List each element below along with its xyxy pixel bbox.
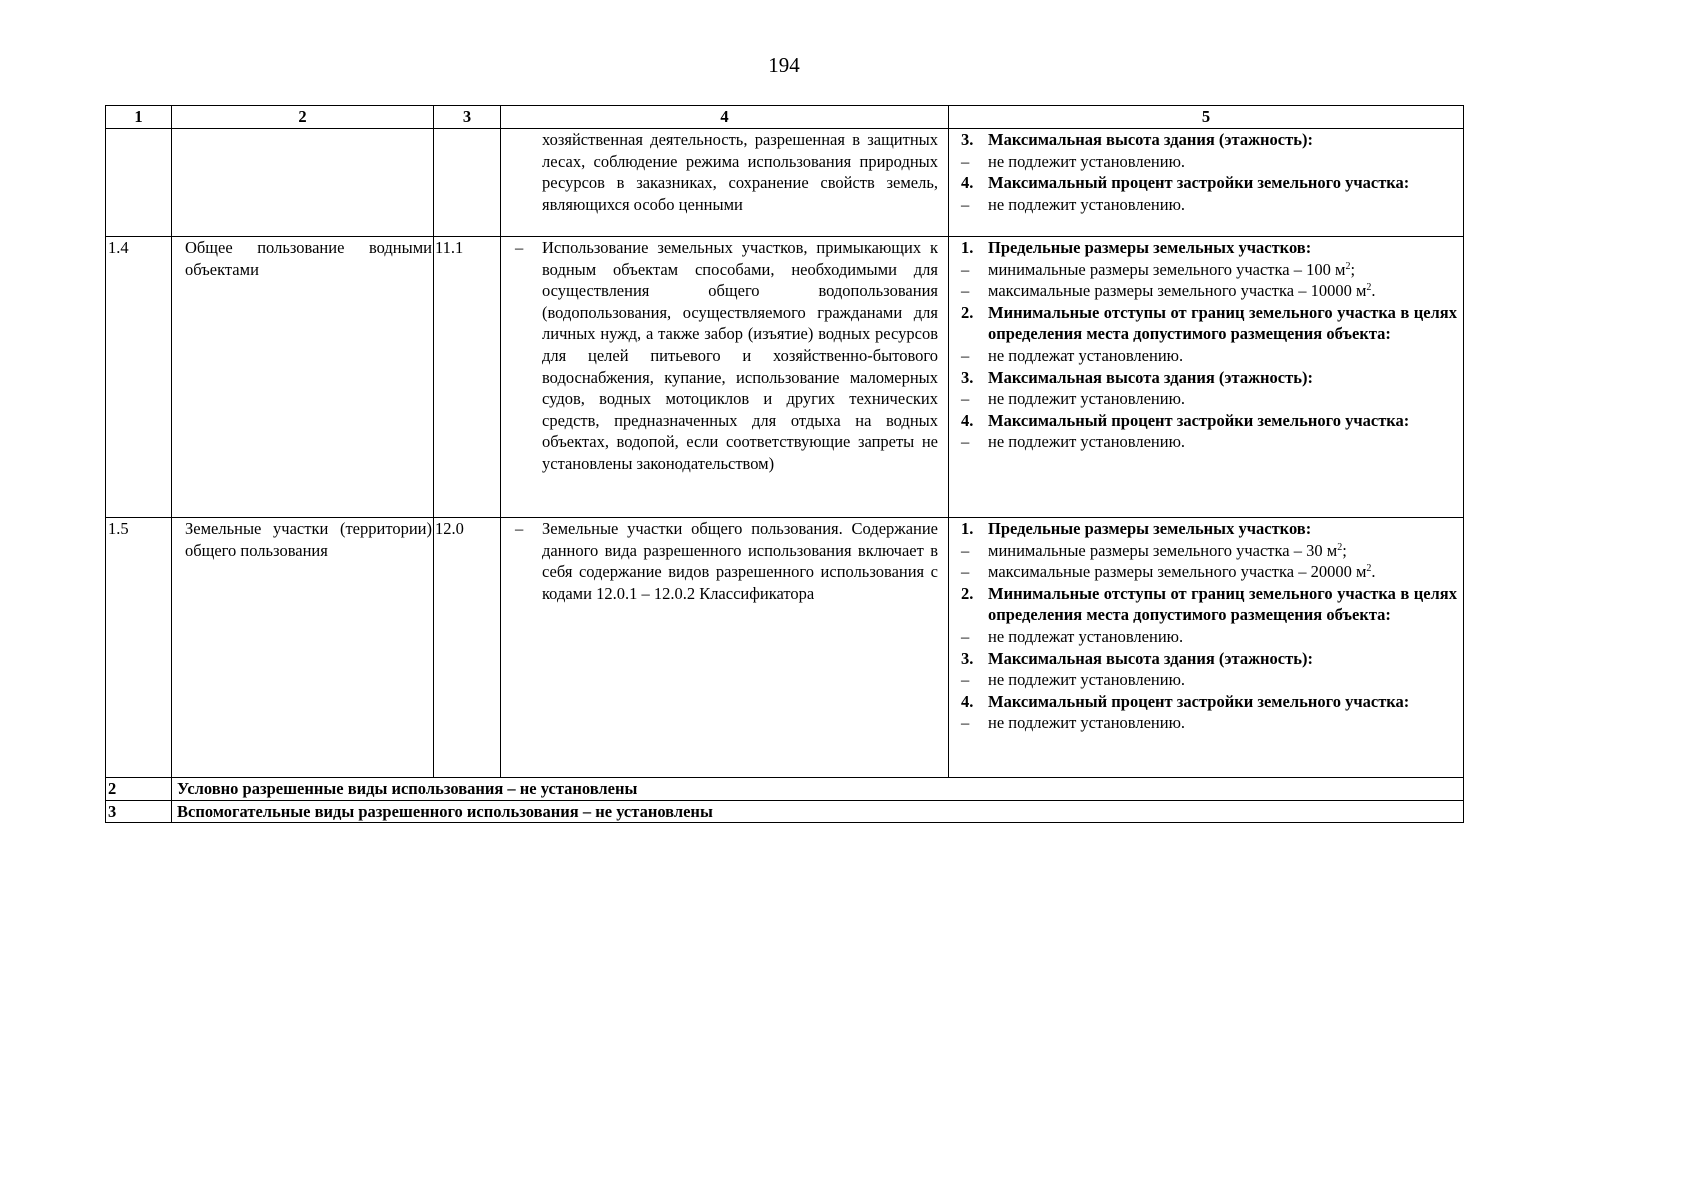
table-row: [106, 129, 1464, 237]
parameter-heading: [961, 583, 1457, 626]
page-number: 194: [768, 53, 800, 77]
parameter-number: 4.: [961, 691, 974, 711]
parameter-item: [961, 669, 1457, 691]
parameter-heading: [961, 518, 1457, 540]
punctuation: .: [1371, 562, 1376, 582]
footer-row-number: 2: [106, 778, 172, 801]
land-use-code: 11.1: [434, 237, 501, 518]
parameter-heading-text: Предельные размеры земельных участков:: [988, 519, 1312, 538]
parameter-item-value: [988, 194, 1457, 216]
parameter-heading: [961, 367, 1457, 389]
parameter-item-text: максимальные размеры земельного участка – 20000 м: [988, 562, 1367, 582]
parameter-heading: [961, 691, 1457, 713]
parameter-number: 1.: [961, 238, 974, 257]
parameter-item-text: максимальные размеры земельного участка – 10000 м: [988, 281, 1367, 301]
parameter-heading-text: Максимальная высота здания (этажность):: [988, 130, 1313, 149]
land-use-name: [172, 129, 434, 237]
parameter-item-value: [988, 388, 1457, 410]
parameter-item: [961, 540, 1457, 562]
footer-row-text: Условно разрешенные виды использования – не установлены: [172, 778, 1464, 801]
land-use-name: Общее пользование водными объектами: [172, 237, 434, 518]
description-item: [515, 129, 938, 215]
dash-marker: –: [515, 238, 524, 257]
parameter-item-value: [988, 712, 1457, 734]
description-text: Использование земельных участков, примыкающих к водным объектам способами, необходимыми для осуществления общего водопользования (водопользования, осуществляемого гражданами для личных нужд, а также забор (изъятие) водных ресурсов для целей питьевого и хозяйственно-бытового водоснабжения, купание, использование маломерных судов, водных мотоциклов и других технических средств, предназначенных для отдыха на водных объектах, водопой, если соответствующие запреты не установлены законодательством): [542, 238, 938, 473]
footer-row-number: 3: [106, 800, 172, 823]
table-row: [106, 237, 1464, 518]
parameter-item: [961, 431, 1457, 453]
parameter-item: [961, 151, 1457, 173]
description-item: [515, 237, 938, 475]
unit-superscript: 2: [1366, 282, 1372, 294]
dash-marker: –: [961, 562, 970, 582]
parameter-item-text: не подлежит установлению.: [988, 670, 1186, 690]
header-cell: 2: [172, 106, 434, 129]
description-text: Земельные участки общего пользования. Содержание данного вида разрешенного использования включает в себя содержание видов разрешенного использования с кодами 12.0.1 – 12.0.2 Классификатора: [542, 519, 938, 603]
unit-superscript: 2: [1337, 541, 1343, 553]
parameter-item-value: [988, 345, 1457, 367]
land-use-name: Земельные участки (территории) общего пользования: [172, 518, 434, 778]
parameter-item-text: минимальные размеры земельного участка – 30 м: [988, 540, 1338, 560]
parameter-item-value: [988, 431, 1457, 453]
unit-superscript: 2: [1345, 260, 1351, 272]
parameter-item: [961, 345, 1457, 367]
parameter-heading: [961, 648, 1457, 670]
parameter-heading-text: Предельные размеры земельных участков:: [988, 238, 1312, 257]
parameter-number: 2.: [961, 302, 974, 322]
dash-marker: –: [961, 540, 970, 560]
parameter-item: [961, 259, 1457, 281]
land-use-code: [434, 129, 501, 237]
parameter-item-text: не подлежит установлению.: [988, 194, 1186, 214]
dash-marker: –: [961, 281, 970, 301]
land-use-description: [501, 237, 949, 518]
header-cell: 5: [949, 106, 1464, 129]
description-text: хозяйственная деятельность, разрешенная в защитных лесах, соблюдение режима использования природных ресурсов в заказниках, сохранение свойств земель, являющихся особо ценными: [542, 130, 938, 214]
parameter-item-text: не подлежат установлению.: [988, 345, 1184, 365]
parameter-number: 3.: [961, 130, 974, 149]
parameter-heading-text: Максимальная высота здания (этажность):: [988, 648, 1313, 668]
parameter-heading-text: Максимальная высота здания (этажность):: [988, 367, 1313, 387]
punctuation: ;: [1342, 540, 1347, 560]
parameter-number: 3.: [961, 648, 974, 668]
parameter-item-value: [988, 540, 1457, 562]
dash-marker: –: [961, 713, 970, 733]
land-use-parameters: [949, 129, 1464, 237]
parameter-heading-text: Максимальный процент застройки земельного участка:: [988, 410, 1410, 430]
row-number: 1.4: [106, 237, 172, 518]
parameter-heading: [961, 129, 1457, 151]
parameter-item: [961, 388, 1457, 410]
header-cell: 3: [434, 106, 501, 129]
footer-row: [106, 800, 1464, 823]
dash-marker: –: [961, 389, 970, 409]
parameter-item-value: [988, 626, 1457, 648]
parameter-item-text: не подлежит установлению.: [988, 713, 1186, 733]
parameter-item: [961, 712, 1457, 734]
parameter-number: 1.: [961, 519, 974, 538]
punctuation: .: [1371, 281, 1376, 301]
parameter-item-value: [988, 259, 1457, 281]
parameter-number: 2.: [961, 583, 974, 603]
parameter-item-value: [988, 280, 1457, 302]
parameter-item: [961, 280, 1457, 302]
parameter-item-text: не подлежит установлению.: [988, 389, 1186, 409]
dash-marker: [515, 129, 542, 215]
dash-marker: –: [961, 194, 970, 214]
header-cell: 4: [501, 106, 949, 129]
dash-marker: –: [515, 519, 524, 538]
row-number: 1.5: [106, 518, 172, 778]
dash-marker: –: [961, 626, 970, 646]
parameter-heading-text: Минимальные отступы от границ земельного участка в целях определения места допустимого размещения объекта:: [988, 302, 1457, 344]
parameter-item-text: не подлежит установлению.: [988, 432, 1186, 452]
description-item: [515, 518, 938, 604]
land-use-parameters: [949, 237, 1464, 518]
punctuation: ;: [1350, 259, 1356, 279]
footer-row: [106, 778, 1464, 801]
parameter-item: [961, 194, 1457, 216]
parameter-heading: [961, 302, 1457, 345]
parameter-item-value: [988, 151, 1457, 173]
parameter-heading-text: Максимальный процент застройки земельного участка:: [988, 691, 1410, 711]
parameter-item: [961, 626, 1457, 648]
parameter-heading: [961, 237, 1457, 259]
parameter-heading-text: Максимальный процент застройки земельного участка:: [988, 173, 1410, 193]
dash-marker: –: [961, 345, 970, 365]
parameter-item-text: минимальные размеры земельного участка – 100 м: [988, 259, 1346, 279]
land-use-parameters: [949, 518, 1464, 778]
land-use-description: [501, 518, 949, 778]
dash-marker: –: [961, 670, 970, 690]
parameter-heading: [961, 172, 1457, 194]
parameter-heading: [961, 410, 1457, 432]
row-number: [106, 129, 172, 237]
parameter-number: 4.: [961, 173, 974, 193]
parameter-item-text: не подлежит установлению.: [988, 151, 1186, 171]
table-row: [106, 518, 1464, 778]
header-cell: 1: [106, 106, 172, 129]
parameter-item-value: [988, 669, 1457, 691]
land-use-table: [105, 105, 1464, 823]
land-use-description: [501, 129, 949, 237]
unit-superscript: 2: [1366, 563, 1372, 575]
land-use-code: 12.0: [434, 518, 501, 778]
dash-marker: –: [961, 151, 970, 171]
parameter-item-text: не подлежат установлению.: [988, 626, 1184, 646]
parameter-item: [961, 561, 1457, 583]
footer-row-text: Вспомогательные виды разрешенного использования – не установлены: [172, 800, 1464, 823]
parameter-number: 3.: [961, 367, 974, 387]
parameter-item-value: [988, 561, 1457, 583]
parameter-heading-text: Минимальные отступы от границ земельного участка в целях определения места допустимого размещения объекта:: [988, 583, 1457, 625]
header-row: [106, 106, 1464, 129]
dash-marker: –: [961, 259, 970, 279]
parameter-number: 4.: [961, 410, 974, 430]
dash-marker: –: [961, 432, 970, 452]
